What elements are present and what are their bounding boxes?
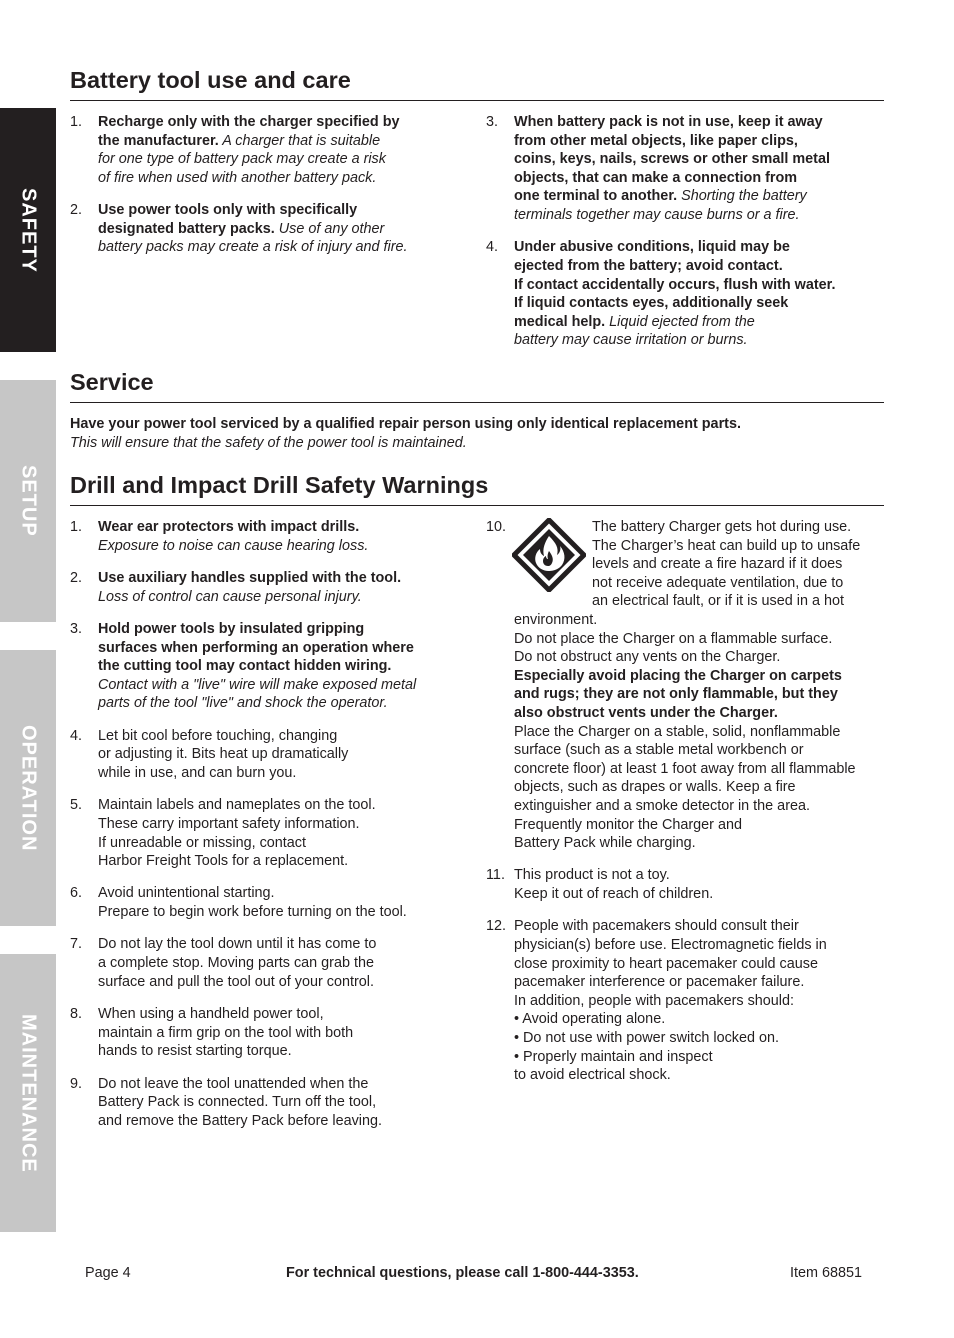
list-item	[486, 866, 890, 903]
list-item	[70, 569, 474, 606]
item-number: 6.	[70, 885, 83, 902]
footer-item-number: Item 68851	[790, 1265, 863, 1281]
item-number: 11.	[486, 867, 505, 884]
item-number: 7.	[70, 936, 83, 953]
tab-operation[interactable]	[0, 650, 56, 926]
item-text: Avoid unintentional starting. Prepare to begin work before turning on the tool.	[98, 885, 407, 921]
list-item	[486, 917, 890, 1084]
list-item-charger-heat	[486, 518, 890, 853]
list-item	[70, 1005, 474, 1061]
item-number: 5.	[70, 797, 83, 814]
item-text: Let bit cool before touching, changing or adjusting it. Bits heat up dramatically while in use, and can burn you.	[98, 727, 349, 781]
item-number: 2.	[70, 569, 83, 586]
drill-section-title: Drill and Impact Drill Safety Warnings	[70, 471, 884, 506]
footer-page-number: Page 4	[85, 1265, 131, 1281]
list-item	[486, 238, 890, 350]
list-item	[70, 201, 470, 257]
item-bold-text: Wear ear protectors with impact drills.	[98, 519, 360, 535]
item-bold-text: When battery pack is not in use, keep it away from other metal objects, like paper clips, coins, keys, nails, screws or other small metal objects, that can make a connection from one terminal to another.	[514, 114, 830, 205]
service-bold-text: Have your power tool serviced by a qualified repair person using only identical replacement parts.	[70, 416, 741, 432]
service-text	[70, 415, 890, 452]
item-number: 8.	[70, 1006, 83, 1023]
tab-setup-label: SETUP	[17, 465, 40, 537]
item-number: 4.	[486, 239, 499, 256]
list-item	[70, 727, 474, 783]
charger-placement-text: Place the Charger on a stable, solid, nonflammable surface (such as a stable metal workbench or concrete floor) at least 1 foot away from all flammable objects, such as drapes or walls. Keep a fire extinguisher and a smoke detector in the area. Frequently monitor the Charger and Battery Pack while charging.	[514, 723, 856, 852]
item-bold-text: Use power tools only with specifically designated battery packs.	[98, 202, 358, 237]
item-bold-text: Under abusive conditions, liquid may be ejected from the battery; avoid contact. If contact accidentally occurs, flush with water. If liquid contacts eyes, additionally seek medical help.	[514, 239, 836, 330]
item-number: 10.	[486, 519, 507, 535]
list-item	[70, 518, 474, 555]
footer-phone: For technical questions, please call 1-800-444-3353.	[286, 1265, 639, 1281]
tab-setup[interactable]	[0, 380, 56, 622]
item-number: 2.	[70, 202, 83, 219]
drill-right-column	[486, 518, 890, 1099]
item-text: Maintain labels and nameplates on the tool. These carry important safety information. If unreadable or missing, contact Harbor Freight Tools for a replacement.	[98, 797, 376, 870]
list-item	[70, 796, 474, 870]
item-bold-text: Hold power tools by insulated gripping surfaces when performing an operation where the cutting tool may contact hidden wiring.	[98, 620, 414, 675]
item-bold-text: Recharge only with the charger specified by the manufacturer.	[98, 114, 400, 149]
item-number: 1.	[70, 114, 83, 130]
tab-safety[interactable]	[0, 108, 56, 352]
item-number: 9.	[70, 1075, 83, 1092]
item-italic-text: Use of any other battery packs may create a risk of injury and fire.	[98, 220, 408, 256]
service-section-title: Service	[70, 368, 884, 403]
item-bold-text: Use auxiliary handles supplied with the tool.	[98, 569, 402, 586]
fire-hazard-icon	[512, 518, 586, 592]
charger-carpet-warning: Especially avoid placing the Charger on carpets and rugs; they are not only flammable, but they also obstruct vents under the Charger.	[514, 667, 842, 721]
charger-heat-text: The battery Charger gets hot during use. The Charger’s heat can build up to unsafe levels and create a fire hazard if it does not receive adequate ventilation, due to	[592, 519, 861, 591]
list-item	[70, 620, 474, 713]
item-italic-text: Loss of control can cause personal injury.	[98, 588, 362, 605]
item-text: Do not leave the tool unattended when the Battery Pack is connected. Turn off the tool, and remove the Battery Pack before leaving.	[98, 1075, 382, 1129]
item-italic-text: A charger that is suitable for one type of battery pack may create a risk of fire when used with another battery pack.	[98, 132, 386, 186]
tab-maintenance-label: MAINTENANCE	[17, 1013, 40, 1173]
battery-right-column	[486, 113, 890, 364]
item-text: People with pacemakers should consult their physician(s) before use. Electromagnetic fields in close proximity to heart pacemaker could cause pacemaker interference or pacemaker failure. In addition, people with pacemakers should: • Avoid operating alone. • Do not use with power switch locked on. • Properly maintain and inspect to avoid electrical shock.	[514, 918, 827, 1084]
item-text: When using a handheld power tool, maintain a firm grip on the tool with both hands to resist starting torque.	[98, 1006, 354, 1060]
item-number: 3.	[70, 620, 83, 637]
item-number: 3.	[486, 114, 499, 130]
drill-left-column	[70, 518, 474, 1144]
battery-left-column	[70, 113, 470, 271]
list-item	[486, 113, 890, 225]
item-number: 4.	[70, 727, 83, 744]
item-italic-text: Contact with a "live" wire will make exposed metal parts of the tool "live" and shock the operator.	[98, 676, 417, 712]
item-text: This product is not a toy. Keep it out of reach of children.	[514, 867, 714, 903]
tab-safety-label: SAFETY	[17, 187, 40, 273]
item-text: Do not lay the tool down until it has come to a complete stop. Moving parts can grab the surface and pull the tool out of your control.	[98, 936, 377, 990]
list-item	[70, 884, 474, 921]
list-item	[70, 113, 470, 187]
item-italic-text: Exposure to noise can cause hearing loss.	[98, 537, 369, 554]
item-number: 12.	[486, 918, 507, 935]
tab-operation-label: OPERATION	[17, 724, 40, 852]
service-italic-text: This will ensure that the safety of the power tool is maintained.	[70, 434, 467, 451]
item-italic-text: Liquid ejected from the battery may cause irritation or burns.	[514, 313, 755, 349]
tab-maintenance[interactable]	[0, 954, 56, 1232]
item-number: 1.	[70, 519, 83, 535]
list-item	[70, 1075, 474, 1131]
charger-heat-text-continued: an electrical fault, or if it is used in a hot environment. Do not place the Charger on a flammable surface. Do not obstruct any vents on the Charger.	[514, 593, 844, 666]
item-italic-text: Shorting the battery terminals together may cause burns or a fire.	[514, 188, 807, 223]
battery-section-title: Battery tool use and care	[70, 66, 884, 101]
list-item	[70, 935, 474, 991]
